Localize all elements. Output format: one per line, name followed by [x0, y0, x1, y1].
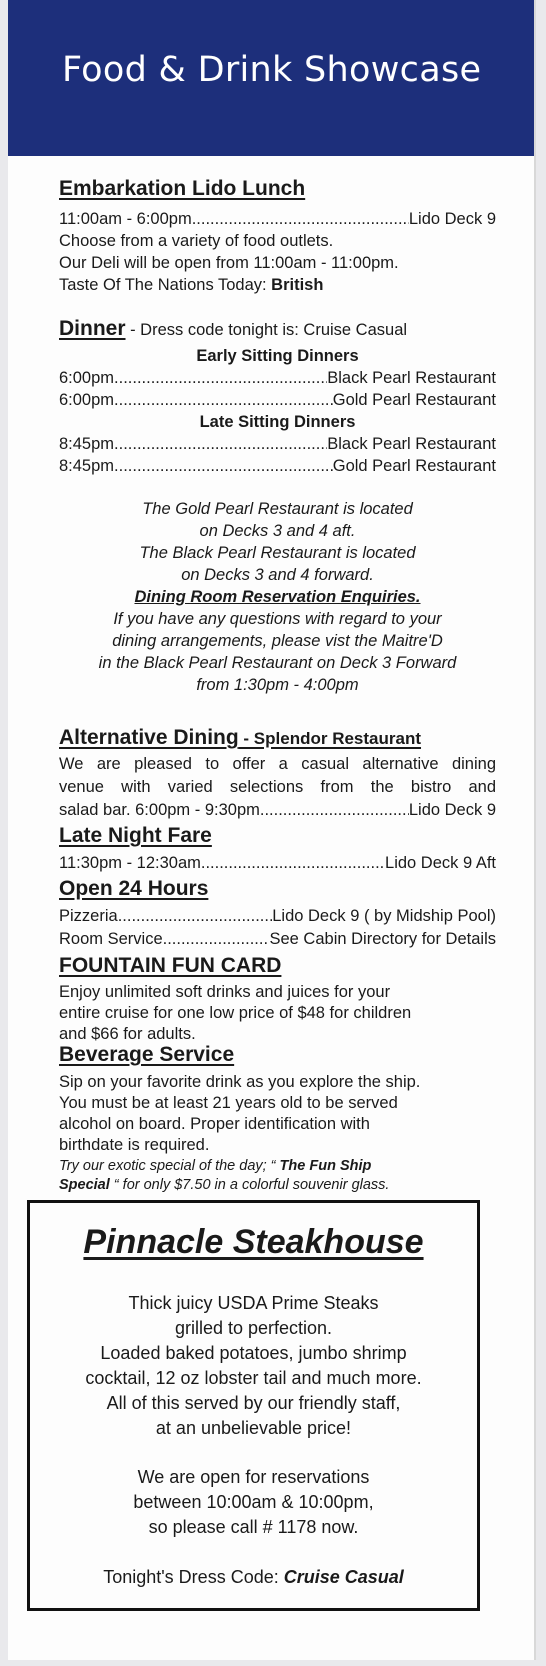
- leader-dots: [260, 799, 409, 821]
- steakhouse-box: [27, 1200, 480, 1611]
- leader-dots: [114, 455, 333, 477]
- embarkation-time: 11:00am - 6:00pm: [59, 210, 192, 228]
- steak-line-5: All of this served by our friendly staff,: [106, 1393, 401, 1413]
- fountain-heading: FOUNTAIN FUN CARD: [59, 954, 282, 977]
- late-night-location: Lido Deck 9 Aft: [385, 854, 496, 872]
- enquiries-line-1: If you have any questions with regard to your: [113, 610, 442, 628]
- enquiries-line-2: dining arrangements, please vist the Maitre'D: [112, 632, 443, 650]
- late-time-2: 8:45pm: [59, 457, 115, 475]
- enquiries-heading: Dining Room Reservation Enquiries.: [134, 588, 421, 606]
- fountain-line1: Enjoy unlimited soft drinks and juices for your: [59, 983, 391, 1001]
- alternative-time-row: [59, 799, 496, 821]
- steak-line-6: at an unbelievable price!: [155, 1418, 352, 1438]
- note-line-4: on Decks 3 and 4 forward.: [181, 566, 374, 584]
- reservation-line-1: We are open for reservations: [137, 1467, 370, 1487]
- steak-dress-label: Tonight's Dress Code:: [103, 1567, 284, 1587]
- dinner-heading: Dinner: [59, 317, 126, 340]
- open24-heading: Open 24 Hours: [59, 877, 209, 900]
- steak-line-4: cocktail, 12 oz lobster tail and much more.: [85, 1368, 422, 1388]
- reservation-line-2: between 10:00am & 10:00pm,: [133, 1492, 374, 1512]
- open24-detail-1: Lido Deck 9 ( by Midship Pool): [272, 907, 496, 925]
- nations-label: Taste Of The Nations Today:: [59, 276, 272, 294]
- late-sitting-heading: Late Sitting Dinners: [199, 413, 356, 431]
- late-place-1: Black Pearl Restaurant: [327, 435, 496, 453]
- note-line-2: on Decks 3 and 4 aft.: [199, 522, 356, 540]
- leader-dots: [118, 905, 273, 927]
- steak-line-2: grilled to perfection.: [174, 1318, 333, 1338]
- fountain-line2: entire cruise for one low price of $48 for children: [59, 1004, 412, 1022]
- late-night-heading: Late Night Fare: [59, 824, 212, 847]
- alternative-heading-line: [59, 727, 421, 750]
- early-place-1: Black Pearl Restaurant: [327, 369, 496, 387]
- early-place-2: Gold Pearl Restaurant: [332, 391, 496, 409]
- embarkation-location: Lido Deck 9: [408, 210, 496, 228]
- special-name-1: The Fun Ship: [279, 1158, 372, 1174]
- alternative-line2: venue with varied selections from the bistro and: [59, 778, 496, 796]
- alternative-heading-text: Alternative Dining: [59, 726, 239, 749]
- alternative-location: Lido Deck 9: [408, 801, 496, 819]
- reservation-line-3: so please call # 1178 now.: [148, 1517, 359, 1537]
- special-line-2: [59, 1176, 389, 1195]
- special-line-1: [59, 1157, 371, 1176]
- leader-dots: [192, 208, 409, 230]
- alternative-heading: [59, 726, 421, 749]
- open24-detail-2: See Cabin Directory for Details: [269, 930, 496, 948]
- special-prefix: Try our exotic special of the day; “: [59, 1158, 280, 1174]
- alternative-line1: We are pleased to offer a casual alternative dining: [59, 755, 496, 773]
- special-name-2: Special: [59, 1177, 110, 1193]
- nations-value: British: [271, 276, 324, 294]
- beverage-line4: birthdate is required.: [59, 1136, 210, 1154]
- open24-row-1: [59, 905, 496, 927]
- late-row-1: [59, 433, 496, 455]
- early-row-2: [59, 389, 496, 411]
- page-title: Food & Drink Showcase: [62, 50, 482, 90]
- alternative-heading-suffix: - Splendor Restaurant: [238, 729, 422, 748]
- late-row-2: [59, 455, 496, 477]
- early-sitting-heading: Early Sitting Dinners: [196, 347, 359, 365]
- steakhouse-heading: Pinnacle Steakhouse: [83, 1223, 424, 1261]
- fountain-line3: and $66 for adults.: [59, 1025, 196, 1043]
- dinner-heading-line: [59, 318, 407, 341]
- early-time-2: 6:00pm: [59, 391, 115, 409]
- leader-dots: [114, 389, 333, 411]
- steak-dress-value: Cruise Casual: [283, 1567, 404, 1587]
- steak-line-3: Loaded baked potatoes, jumbo shrimp: [100, 1343, 407, 1363]
- late-night-time: 11:30pm - 12:30am: [59, 854, 201, 872]
- early-time-1: 6:00pm: [59, 369, 115, 387]
- note-line-3: The Black Pearl Restaurant is located: [139, 544, 416, 562]
- late-time-1: 8:45pm: [59, 435, 115, 453]
- leader-dots: [114, 433, 327, 455]
- beverage-line2: You must be at least 21 years old to be served: [59, 1094, 398, 1112]
- late-night-row: [59, 852, 496, 874]
- open24-row-2: [59, 928, 496, 950]
- late-place-2: Gold Pearl Restaurant: [332, 457, 496, 475]
- leader-dots: [114, 367, 327, 389]
- steak-dress-code: [30, 1565, 477, 1590]
- title-banner: [8, 0, 534, 156]
- embarkation-line1: Choose from a variety of food outlets.: [59, 232, 334, 250]
- leader-dots: [201, 852, 385, 874]
- nations-line: [59, 274, 323, 296]
- alternative-time: salad bar. 6:00pm - 9:30pm: [59, 801, 260, 819]
- beverage-line3: alcohol on board. Proper identification with: [59, 1115, 370, 1133]
- enquiries-line-3: in the Black Pearl Restaurant on Deck 3 Forward: [98, 654, 457, 672]
- enquiries-line-4: from 1:30pm - 4:00pm: [196, 676, 359, 694]
- special-suffix: “ for only $7.50 in a colorful souvenir glass.: [109, 1177, 390, 1193]
- steak-line-1: Thick juicy USDA Prime Steaks: [128, 1293, 379, 1313]
- embarkation-heading: Embarkation Lido Lunch: [59, 177, 306, 200]
- beverage-line1: Sip on your favorite drink as you explore the ship.: [59, 1073, 421, 1091]
- embarkation-line2: Our Deli will be open from 11:00am - 11:00pm.: [59, 254, 399, 272]
- leader-dots: [163, 928, 270, 950]
- beverage-heading: Beverage Service: [59, 1043, 235, 1066]
- note-line-1: The Gold Pearl Restaurant is located: [142, 500, 413, 518]
- embarkation-time-row: [59, 208, 496, 230]
- open24-name-2: Room Service: [59, 930, 163, 948]
- menu-page: [8, 0, 534, 1660]
- early-row-1: [59, 367, 496, 389]
- dinner-dress-code: - Dress code tonight is: Cruise Casual: [125, 321, 408, 339]
- open24-name-1: Pizzeria: [59, 907, 118, 925]
